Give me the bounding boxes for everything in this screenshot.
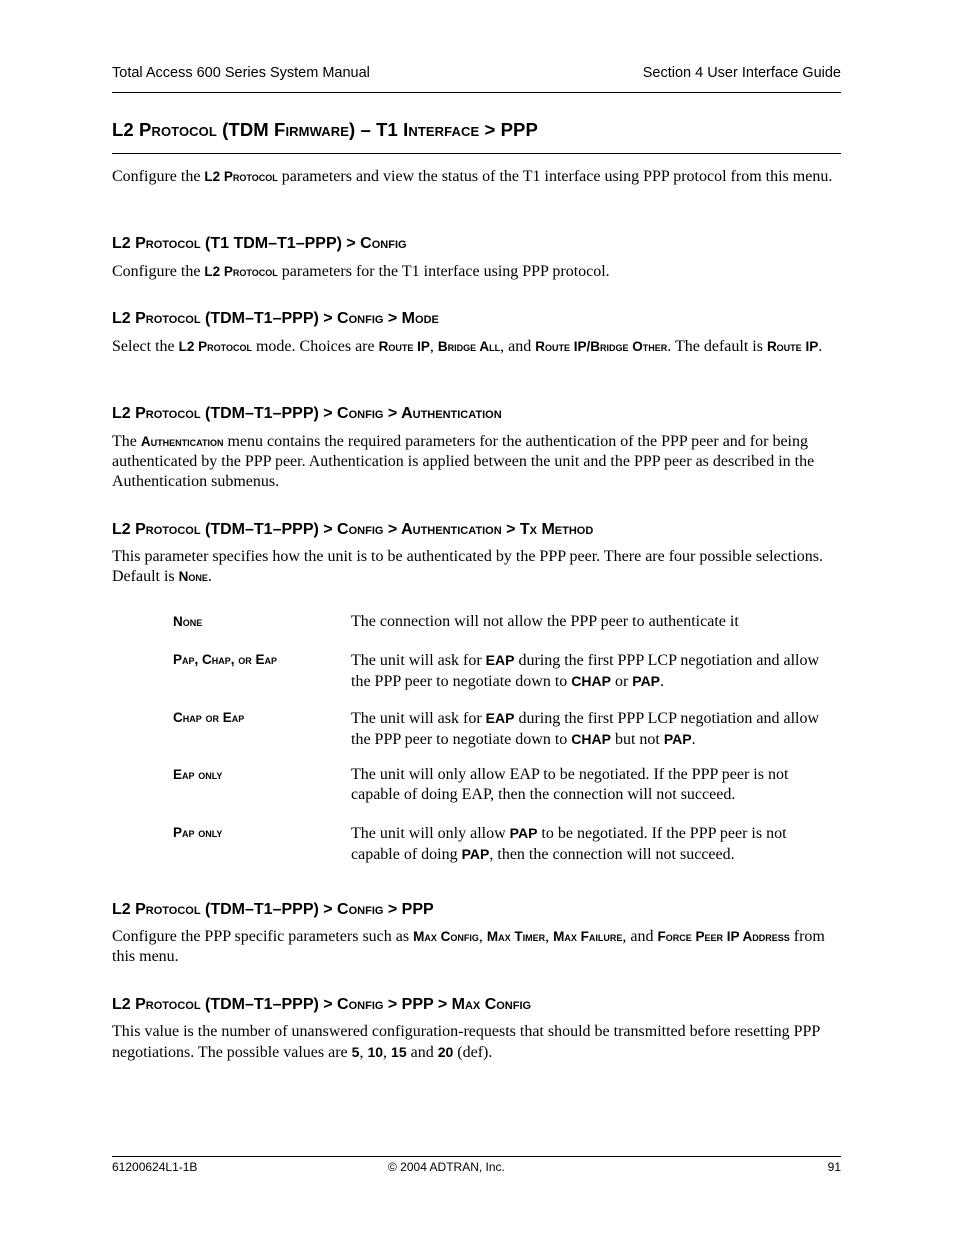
option-term: Eap only <box>173 767 223 782</box>
option-description: The unit will ask for EAP during the first PPP LCP negotiation and allow the PPP peer to negotiate down to CHAP or PAP. <box>351 652 820 691</box>
option-term: Chap or Eap <box>173 710 245 725</box>
header-rule <box>112 92 841 93</box>
option-term: None <box>173 614 203 629</box>
option-description: The unit will ask for EAP during the first PPP LCP negotiation and allow the PPP peer to negotiate down to CHAP but not PAP. <box>351 710 820 749</box>
section-config-heading: L2 Protocol (T1 TDM–T1–PPP) > Config <box>112 235 407 252</box>
footer-rule <box>112 1156 841 1157</box>
section-ppp-heading: L2 Protocol (TDM–T1–PPP) > Config > PPP <box>112 901 434 918</box>
option-description: The connection will not allow the PPP peer to authenticate it <box>351 613 739 630</box>
section-tx-method-heading: L2 Protocol (TDM–T1–PPP) > Config > Authentication > Tx Method <box>112 521 594 538</box>
option-term: Pap, Chap, or Eap <box>173 652 278 667</box>
section-authentication-heading: L2 Protocol (TDM–T1–PPP) > Config > Authentication <box>112 405 502 422</box>
footer-copyright: © 2004 ADTRAN, Inc. <box>388 1160 505 1174</box>
intro-paragraph: Configure the L2 Protocol parameters and view the status of the T1 interface using PPP protocol from this menu. <box>112 168 833 185</box>
option-description: The unit will only allow EAP to be negotiated. If the PPP peer is not capable of doing EAP, then the connection will not succeed. <box>351 766 789 804</box>
header-section-title: Section 4 User Interface Guide <box>642 65 841 81</box>
option-description: The unit will only allow PAP to be negotiated. If the PPP peer is not capable of doing PAP, then the connection will not succeed. <box>351 825 787 864</box>
section-ppp-text: Configure the PPP specific parameters such as Max Config, Max Timer, Max Failure, and Force Peer IP Address from this menu. <box>112 928 825 966</box>
section-max-config-heading: L2 Protocol (TDM–T1–PPP) > Config > PPP > Max Config <box>112 996 532 1013</box>
footer-page-number: 91 <box>827 1160 841 1174</box>
section-mode-heading: L2 Protocol (TDM–T1–PPP) > Config > Mode <box>112 310 439 327</box>
title-rule <box>112 153 841 154</box>
section-mode-text: Select the L2 Protocol mode. Choices are Route IP, Bridge All, and Route IP/Bridge Other. The default is Route IP. <box>112 338 823 355</box>
section-tx-method-text: This parameter specifies how the unit is to be authenticated by the PPP peer. There are four possible selections. Default is None. <box>112 548 823 586</box>
header-manual-title: Total Access 600 Series System Manual <box>112 65 370 81</box>
section-max-config-text: This value is the number of unanswered configuration-requests that should be transmitted before resetting PPP negotiations. The possible values are 5, 10, 15 and 20 (def). <box>112 1023 820 1062</box>
footer-doc-number: 61200624L1-1B <box>112 1160 198 1174</box>
section-authentication-text: The Authentication menu contains the required parameters for the authentication of the PPP peer and for being authenticated by the PPP peer. Authentication is applied between the unit and the PPP peer as described in the Authentication submenus. <box>112 433 815 491</box>
section-config-text: Configure the L2 Protocol parameters for the T1 interface using PPP protocol. <box>112 263 610 280</box>
option-term: Pap only <box>173 825 223 840</box>
page-title: L2 Protocol (TDM Firmware) – T1 Interface > PPP <box>112 119 538 140</box>
